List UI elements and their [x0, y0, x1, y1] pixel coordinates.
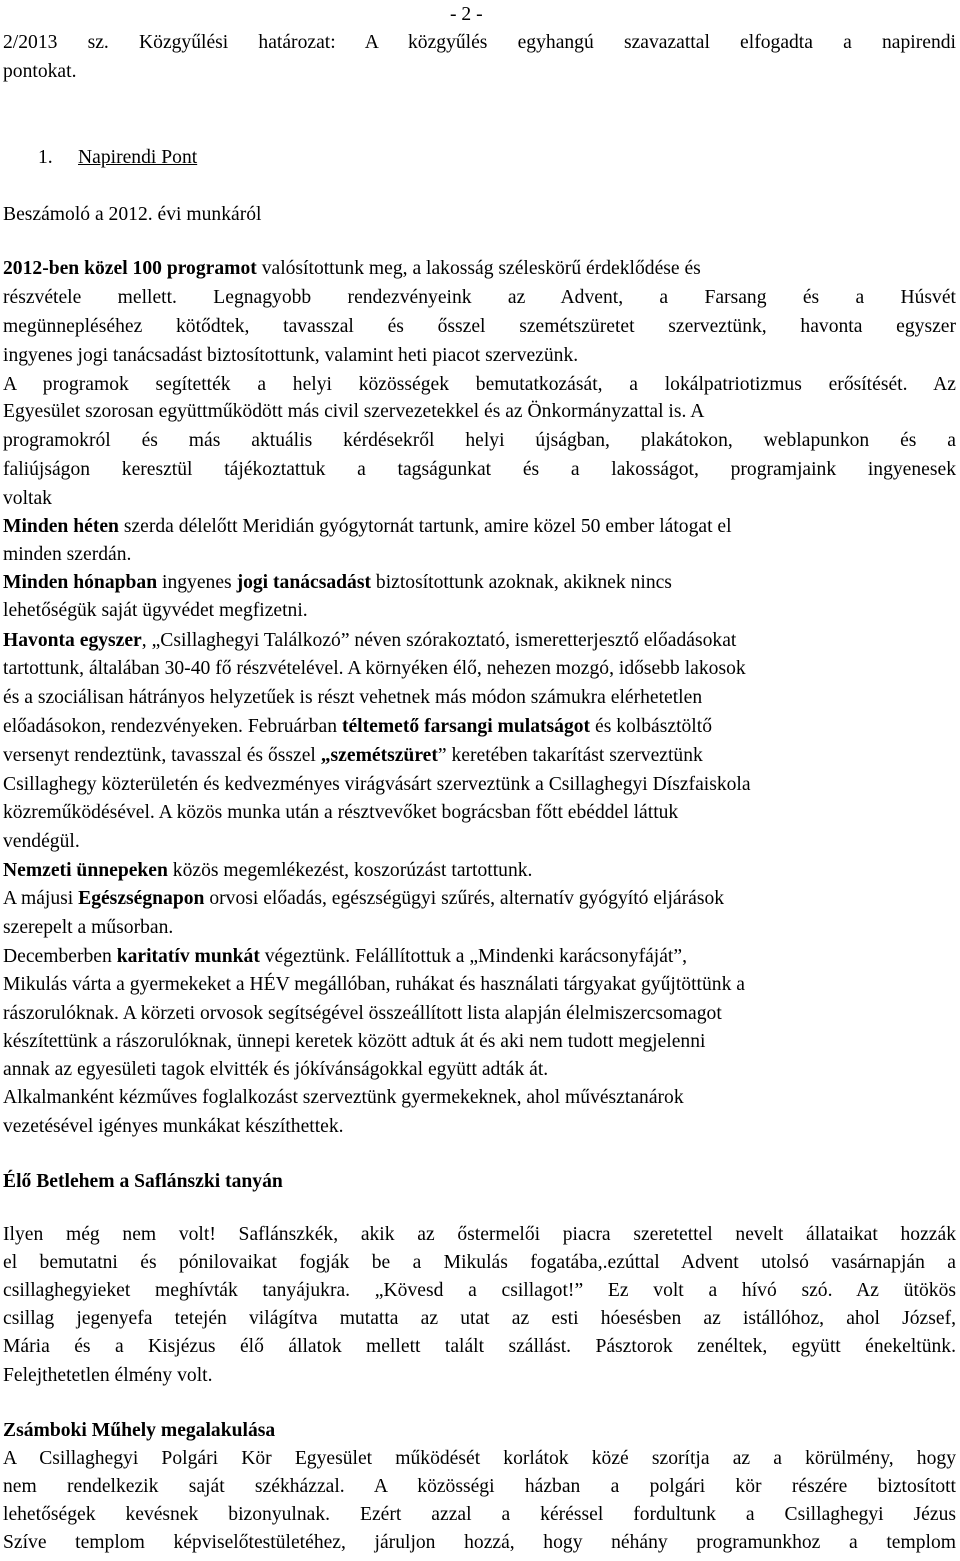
paragraph-line: Mária és a Kisjézus élő állatok mellett talált szállást. Pásztorok zenéltek, együtt énekeltünk. [3, 1336, 956, 1357]
paragraph-line: szerepelt a műsorban. [3, 917, 174, 938]
text: szerda délelőtt Meridián gyógytornát tartunk, amire közel 50 ember látogat el [118, 516, 732, 537]
paragraph-line: A Csillaghegyi Polgári Kör Egyesület működését korlátok közé szorítja az a körülmény, hogy [3, 1448, 956, 1469]
bold-text: Minden héten [3, 516, 119, 537]
text: orvosi előadás, egészségügyi szűrés, alternatív gyógyító eljárások [204, 888, 725, 909]
paragraph-line: csillaghegyieket meghívták tanyájukra. „Kövesd a csillagot!” Ez volt a hívó szó. Az ütökös [3, 1280, 956, 1301]
paragraph-line [3, 856, 532, 885]
paragraph-line: Csillaghegy közterületén és kedvezményes virágvásárt szerveztünk a Csillaghegyi Díszfaiskola [3, 774, 751, 795]
paragraph-line: közreműködésével. A közös munka után a résztvevőket bográcsban főtt ebéddel láttuk [3, 802, 679, 823]
resolution-line: pontokat. [3, 61, 77, 82]
paragraph-line: annak az egyesületi tagok elvitték és jókívánságokkal együtt adták át. [3, 1059, 549, 1080]
paragraph-line [3, 942, 687, 971]
text: A májusi [3, 888, 79, 909]
section-heading: Zsámboki Műhely megalakulása [3, 1420, 276, 1441]
paragraph-line: Szíve templom képviselőtestületéhez, járuljon hozzá, hogy néhány programunkhoz a templom [3, 1532, 956, 1553]
text: és kolbásztöltő [590, 716, 712, 737]
paragraph-line: Alkalmanként kézműves foglalkozást szerveztünk gyermekeknek, ahol művésztanárok [3, 1087, 684, 1108]
text: közös megemlékezést, koszorúzást tartottunk. [167, 860, 533, 881]
paragraph-line: rászorulóknak. A körzeti orvosok segítségével összeállított lista alapján élelmiszercsomagot [3, 1003, 722, 1024]
paragraph-line: megünnepléséhez kötődtek, tavasszal és ősszel szemétszüretet szerveztünk, havonta egyszer [3, 316, 956, 337]
text: Decemberben [3, 946, 117, 967]
paragraph-line: nem rendelkezik saját székházzal. A közösségi házban a polgári kör részére biztosított [3, 1476, 956, 1497]
paragraph-line: részvétele mellett. Legnagyobb rendezvényeink az Advent, a Farsang és a Húsvét [3, 287, 956, 308]
paragraph-line: lehetőségük saját ügyvédet megfizetni. [3, 600, 308, 621]
paragraph-line: tartottunk, általában 30-40 fő részvételével. A környéken élő, nehezen mozgó, idősebb lakosok [3, 658, 746, 679]
paragraph-line [3, 568, 672, 597]
paragraph-line: vendégül. [3, 831, 80, 852]
paragraph-line: faliújságon keresztül tájékoztattuk a tagságunkat és a lakosságot, programjaink ingyenesek [3, 459, 956, 480]
agenda-number: 1. [38, 147, 53, 168]
bold-text: téltemető farsangi mulatságot [341, 716, 591, 737]
paragraph-line [3, 254, 701, 283]
page-number: - 2 - [450, 4, 483, 25]
text: előadásokon, rendezvényeken. Februárban [3, 716, 342, 737]
paragraph-line: lehetőségek kevésnek bizonyulnak. Ezért azzal a kéréssel fordultunk a Csillaghegyi Jézus [3, 1504, 956, 1525]
section-heading: Élő Betlehem a Saflánszki tanyán [3, 1171, 283, 1192]
text: biztosítottunk azoknak, akiknek nincs [371, 572, 672, 593]
agenda-subtitle: Beszámoló a 2012. évi munkáról [3, 204, 262, 225]
paragraph-line: vezetésével igényes munkákat készíthettek. [3, 1116, 344, 1137]
paragraph-line [3, 626, 736, 655]
text: valósítottunk meg, a lakosság széleskörű érdeklődése és [256, 258, 701, 279]
bold-text: jogi tanácsadást [236, 572, 372, 593]
text: ” keretében takarítást szerveztünk [437, 745, 703, 766]
text: végeztünk. Felállítottuk a „Mindenki karácsonyfáját”, [259, 946, 687, 967]
paragraph-line [3, 884, 724, 913]
paragraph-line: programokról és más aktuális kérdésekről helyi újságban, plakátokon, weblapunkon és a [3, 430, 956, 451]
bold-text: Minden hónapban [3, 572, 158, 593]
paragraph-line: A programok segítették a helyi közösségek bemutatkozását, a lokálpatriotizmus erősítését. Az [3, 374, 956, 395]
bold-text: Nemzeti ünnepeken [3, 860, 168, 881]
paragraph-line [3, 512, 732, 541]
bold-text: „szemétszüret [320, 745, 438, 766]
bold-text: karitatív munkát [116, 946, 260, 967]
text: , „Csillaghegyi Találkozó” néven szórakoztató, ismeretterjesztő előadásokat [141, 630, 737, 651]
bold-text: 2012-ben közel 100 programot [3, 258, 257, 279]
text: versenyt rendeztünk, tavasszal és ősszel [3, 745, 321, 766]
paragraph-line: csillag jegenyefa tetején világítva mutatta az utat az esti hóesésben az istállóhoz, ahol József, [3, 1308, 956, 1329]
paragraph-line: Egyesület szorosan együttműködött más civil szervezetekkel és az Önkormányzattal is. A [3, 401, 705, 422]
paragraph-line: készítettünk a rászorulóknak, ünnepi keretek között adtuk át és aki nem tudott megjelenni [3, 1031, 706, 1052]
bold-text: Egészségnapon [78, 888, 205, 909]
paragraph-line [3, 741, 703, 770]
paragraph-line: Felejthetetlen élmény volt. [3, 1365, 213, 1386]
paragraph-line [3, 712, 712, 741]
paragraph-line: el bemutatni és pónilovaikat fogják be a Mikulás fogatába,.ezúttal Advent utolsó vasárnapján a [3, 1252, 956, 1273]
paragraph-line: Mikulás várta a gyermekeket a HÉV megállóban, ruhákat és használati tárgyakat gyűjtöttünk a [3, 974, 745, 995]
text: ingyenes [157, 572, 237, 593]
paragraph-line: minden szerdán. [3, 544, 132, 565]
paragraph-line: voltak [3, 488, 52, 509]
resolution-line: 2/2013 sz. Közgyűlési határozat: A közgyűlés egyhangú szavazattal elfogadta a napirendi [3, 32, 956, 53]
paragraph-line: ingyenes jogi tanácsadást biztosítottunk, valamint heti piacot szervezünk. [3, 345, 579, 366]
paragraph-line: Ilyen még nem volt! Saflánszkék, akik az őstermelői piacra szeretettel nevelt állataikat hozzák [3, 1224, 956, 1245]
bold-text: Havonta egyszer [3, 630, 142, 651]
paragraph-line: és a szociálisan hátrányos helyzetűek is részt vehetnek más módon számukra elérhetetlen [3, 687, 703, 708]
agenda-title: Napirendi Pont [78, 147, 198, 168]
